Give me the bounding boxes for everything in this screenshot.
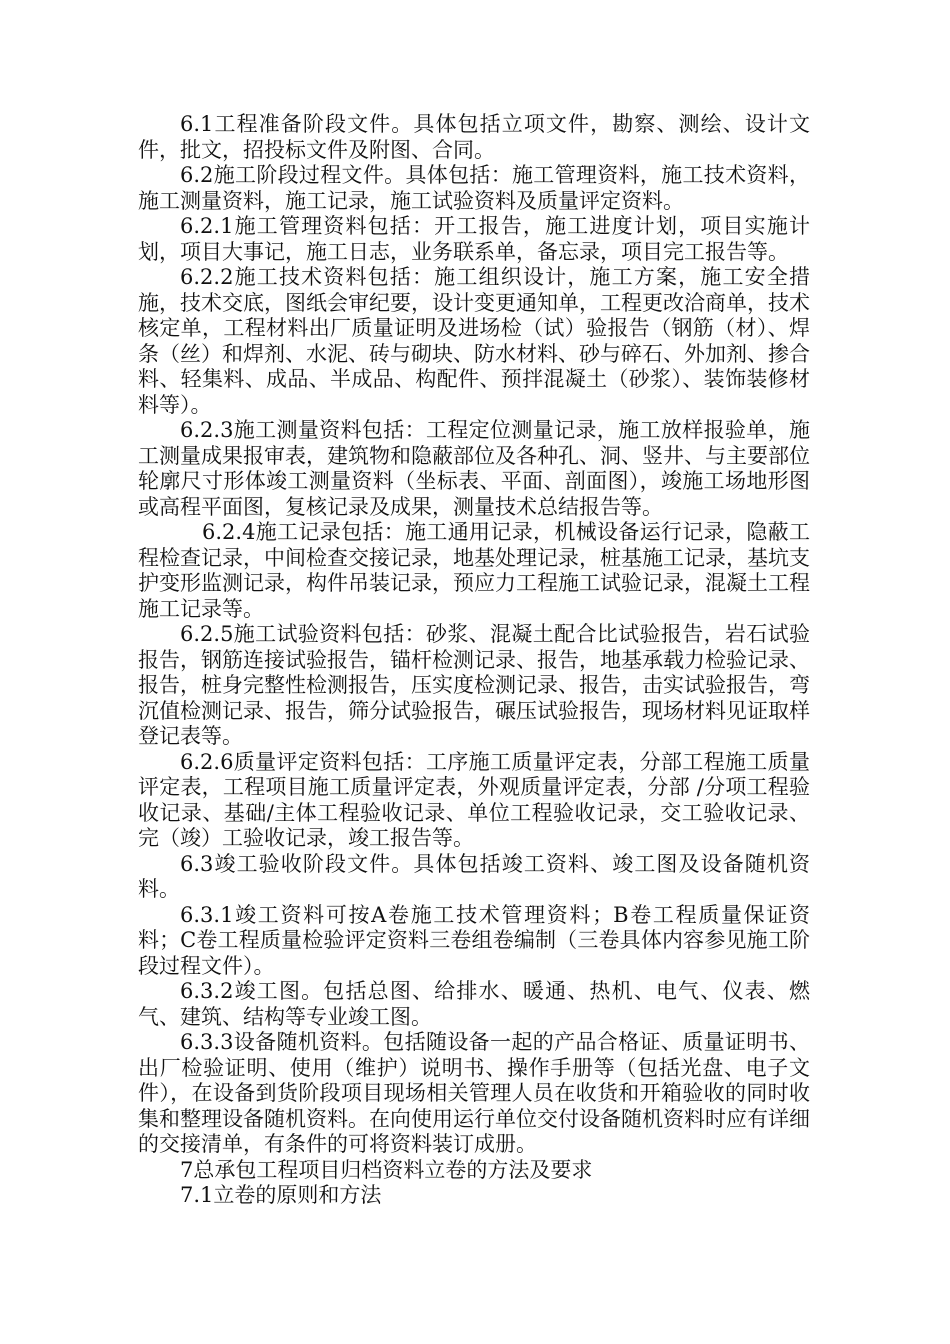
paragraph-6-2-3: 6.2.3施工测量资料包括：工程定位测量记录，施工放样报验单，施工测量成果报审表，建筑物和隐蔽部位及各种孔、洞、竖井、与主要部位轮廓尺寸形体竣工测量资料（坐标表、平面、剖面图），竣施工场地形图或高程平面图，复核记录及成果，测量技术总结报告等。 [138, 418, 810, 519]
paragraph-6-3-2: 6.3.2竣工图。包括总图、给排水、暖通、热机、电气、仪表、燃气、建筑、结构等专业竣工图。 [138, 979, 810, 1029]
paragraph-6-2: 6.2施工阶段过程文件。具体包括：施工管理资料，施工技术资料，施工测量资料，施工记录，施工试验资料及质量评定资料。 [138, 163, 810, 213]
document-page [138, 112, 810, 1209]
paragraph-6-3-1: 6.3.1竣工资料可按A卷施工技术管理资料；B卷工程质量保证资料；C卷工程质量检验评定资料三卷组卷编制（三卷具体内容参见施工阶段过程文件）。 [138, 902, 810, 978]
paragraph-6-2-5: 6.2.5施工试验资料包括：砂浆、混凝土配合比试验报告，岩石试验报告，钢筋连接试验报告，锚杆检测记录、报告，地基承载力检验记录、报告，桩身完整性检测报告，压实度检测记录、报告，击实试验报告，弯沉值检测记录、报告，筛分试验报告，碾压试验报告，现场材料见证取样登记表等。 [138, 622, 810, 748]
paragraph-6-2-1: 6.2.1施工管理资料包括：开工报告，施工进度计划，项目实施计划，项目大事记，施工日志，业务联系单，备忘录，项目完工报告等。 [138, 214, 810, 264]
paragraph-6-2-2: 6.2.2施工技术资料包括：施工组织设计，施工方案，施工安全措施，技术交底，图纸会审纪要，设计变更通知单，工程更改洽商单，技术核定单，工程材料出厂质量证明及进场检（试）验报告（钢筋（材）、焊条（丝）和焊剂、水泥、砖与砌块、防水材料、砂与碎石、外加剂、掺合料、轻集料、成品、半成品、构配件、预拌混凝土（砂浆）、装饰装修材料等）。 [138, 265, 810, 417]
section-heading-7: 7总承包工程项目归档资料立卷的方法及要求 [180, 1157, 593, 1182]
paragraph-6-3-3: 6.3.3设备随机资料。包括随设备一起的产品合格证、质量证明书、出厂检验证明、使用（维护）说明书、操作手册等（包括光盘、电子文件），在设备到货阶段项目现场相关管理人员在收货和开箱验收的同时收集和整理设备随机资料。在向使用运行单位交付设备随机资料时应有详细的交接清单，有条件的可将资料装订成册。 [138, 1030, 810, 1156]
paragraph-6-1: 6.1工程准备阶段文件。具体包括立项文件，勘察、测绘、设计文件，批文，招投标文件及附图、合同。 [138, 112, 810, 162]
paragraph-6-3: 6.3竣工验收阶段文件。具体包括竣工资料、竣工图及设备随机资料。 [138, 851, 810, 901]
paragraph-6-2-6: 6.2.6质量评定资料包括：工序施工质量评定表，分部工程施工质量评定表，工程项目施工质量评定表，外观质量评定表，分部 /分项工程验收记录、基础/主体工程验收记录、单位工程验收记录，交工验收记录、完（竣）工验收记录，竣工报告等。 [138, 749, 810, 850]
section-heading-7-1: 7.1立卷的原则和方法 [180, 1183, 382, 1207]
paragraph-6-2-4: 6.2.4施工记录包括：施工通用记录，机械设备运行记录，隐蔽工程检查记录，中间检查交接记录，地基处理记录，桩基施工记录，基坑支护变形监测记录，构件吊装记录，预应力工程施工试验记录，混凝土工程施工记录等。 [138, 520, 810, 621]
